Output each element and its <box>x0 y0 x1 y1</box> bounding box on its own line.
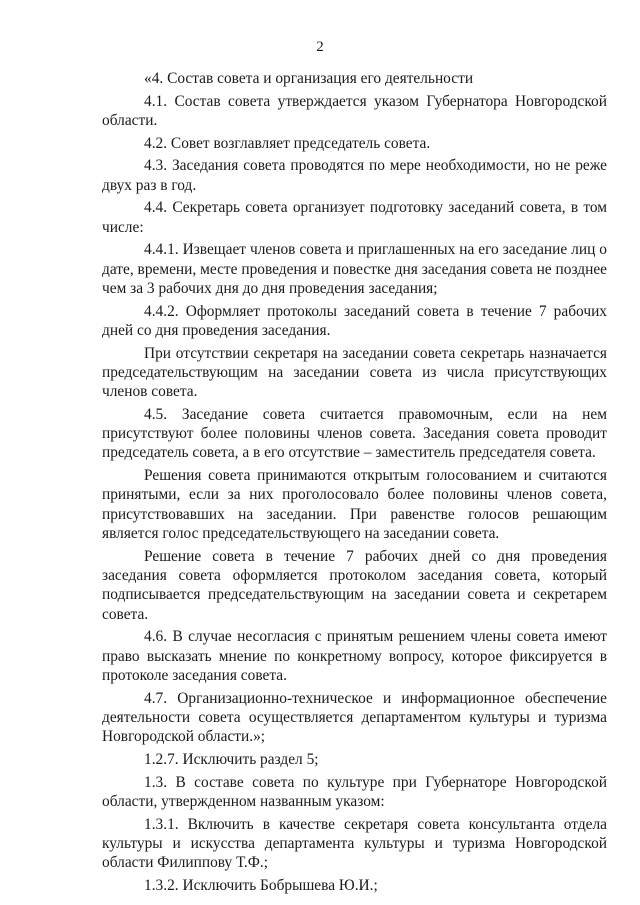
paragraph-4-4-1: 4.4.1. Извещает членов совета и приглашенных на его заседание лиц о дате, времени, месте проведения и повестке дня заседания совета не позднее чем за 3 рабочих дня до дня проведения заседания; <box>102 241 607 297</box>
paragraph-decisions-voting: Решения совета принимаются открытым голосованием и считаются принятыми, если за них проголосовало более половины членов совета, присутствовавших на заседании. При равенстве голосов решающим является голос председательствующего на заседании совета. <box>102 467 607 543</box>
section-4-heading: «4. Состав совета и организация его деятельности <box>144 70 474 87</box>
paragraph-4-2: 4.2. Совет возглавляет председатель совета. <box>144 134 431 152</box>
paragraph-4-1: 4.1. Состав совета утверждается указом Губернатора Новгородской области. <box>102 92 607 129</box>
paragraph-4-7: 4.7. Организационно-техническое и информационное обеспечение деятельности совета осуществляется департаментом культуры и туризма Новгородской области.»; <box>102 689 607 746</box>
paragraph-1-3: 1.3. В составе совета по культуре при Губернаторе Новгородской области, утвержденном названным указом: <box>102 773 607 810</box>
paragraph-4-3: 4.3. Заседания совета проводятся по мере необходимости, но не реже двух раз в год. <box>102 157 607 194</box>
paragraph-4-5: 4.5. Заседание совета считается правомочным, если на нем присутствуют более половины членов совета. Заседания совета проводит председатель совета, а в его отсутствие – заместитель председателя совета. <box>102 405 607 462</box>
paragraph-4-6: 4.6. В случае несогласия с принятым решением члены совета имеют право высказать мнение по конкретному вопросу, которое фиксируется в протоколе заседания совета. <box>102 628 607 684</box>
paragraph-1-3-2: 1.3.2. Исключить Бобрышева Ю.И.; <box>144 876 378 894</box>
page-number: 2 <box>316 39 324 55</box>
paragraph-4-4-2: 4.4.2. Оформляет протоколы заседаний совета в течение 7 рабочих дней со дня проведения заседания. <box>102 302 607 339</box>
paragraph-secretary-absence: При отсутствии секретаря на заседании совета секретарь назначается председательствующим на заседании совета из числа присутствующих членов совета. <box>102 344 607 401</box>
paragraph-1-2-7: 1.2.7. Исключить раздел 5; <box>144 750 319 768</box>
paragraph-4-4: 4.4. Секретарь совета организует подготовку заседаний совета, в том числе: <box>102 199 607 236</box>
paragraph-decision-protocol: Решение совета в течение 7 рабочих дней со дня проведения заседания совета оформляется протоколом заседания совета, который подписывается председательствующим на заседании совета и секретарем совета. <box>102 547 607 623</box>
paragraph-1-3-1: 1.3.1. Включить в качестве секретаря совета консультанта отдела культуры и искусства департамента культуры и туризма Новгородской области Филиппову Т.Ф.; <box>102 815 607 872</box>
document-body <box>102 69 607 899</box>
